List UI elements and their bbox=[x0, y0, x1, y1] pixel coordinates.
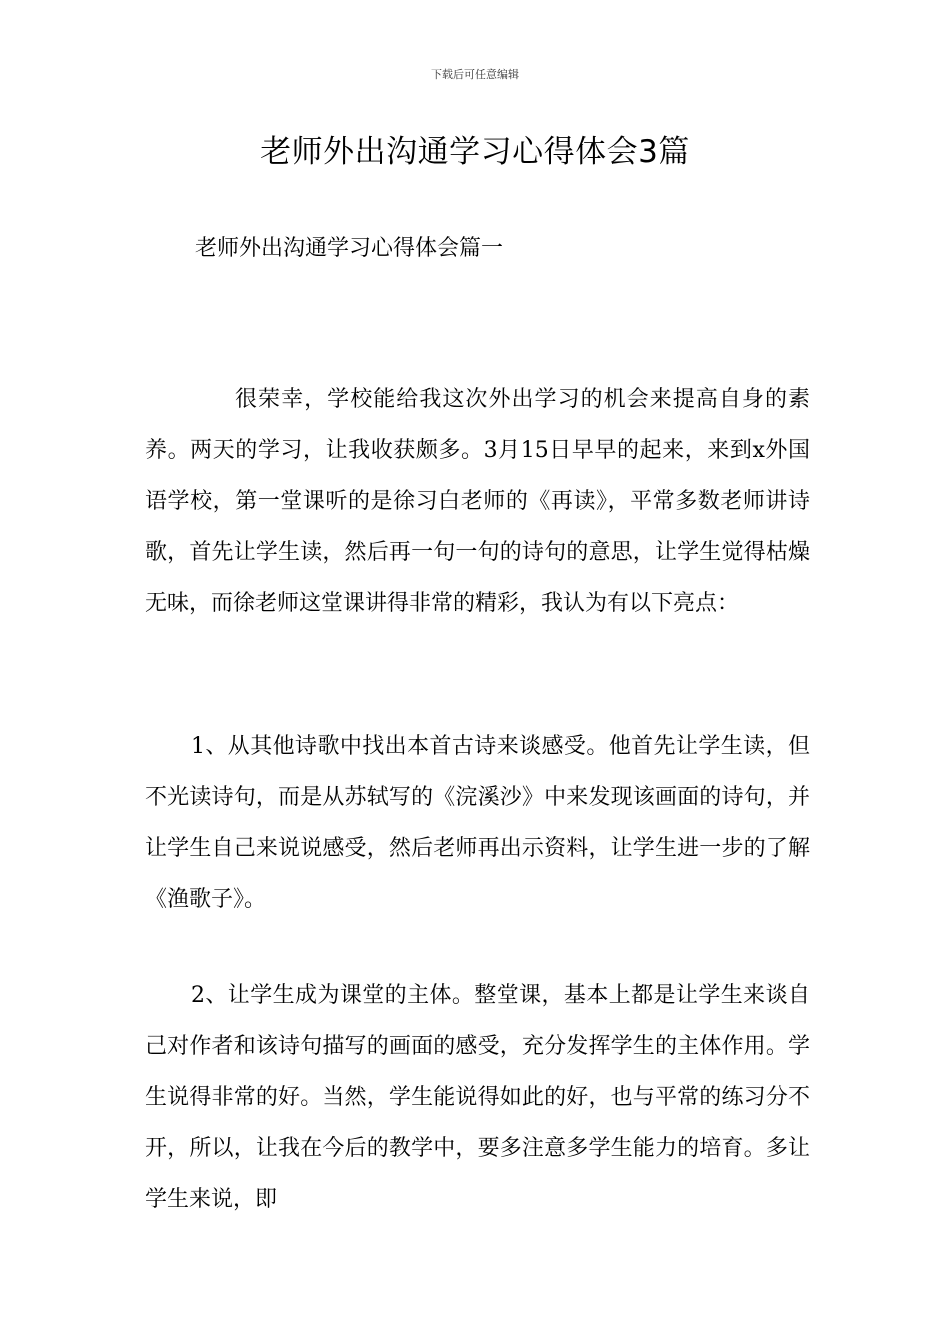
body-paragraph-3: 2、让学生成为课堂的主体。整堂课，基本上都是让学生来谈自己对作者和该诗句描写的画面的感受，充分发挥学生的主体作用。学生说得非常的好。当然，学生能说得如此的好，也与平常的练习分不开，所以，让我在今后的教学中，要多注意多学生能力的培育。多让学生来说，即 bbox=[145, 983, 810, 1212]
section-title: 老师外出沟通学习心得体会篇一 bbox=[195, 236, 504, 261]
document-title: 老师外出沟通学习心得体会3篇 bbox=[260, 134, 690, 170]
body-paragraph-1: 很荣幸，学校能给我这次外出学习的机会来提高自身的素养。两天的学习，让我收获颇多。3月15日早早的起来，来到x外国语学校，第一堂课听的是徐习白老师的《再读》，平常多数老师讲诗歌，首先让学生读，然后再一句一句的诗句的意思，让学生觉得枯燥无味，而徐老师这堂课讲得非常的精彩，我认为有以下亮点： bbox=[145, 387, 810, 616]
header-note: 下载后可任意编辑 bbox=[431, 68, 519, 81]
body-paragraph-2: 1、从其他诗歌中找出本首古诗来谈感受。他首先让学生读，但不光读诗句，而是从苏轼写的《浣溪沙》中来发现该画面的诗句，并让学生自己来说说感受，然后老师再出示资料，让学生进一步的了解《渔歌子》。 bbox=[145, 734, 810, 912]
